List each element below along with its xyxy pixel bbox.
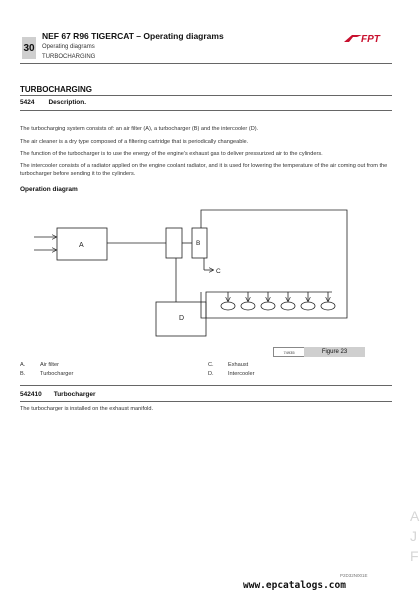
legend-item-b: B. Turbocharger [20,371,74,377]
header-subtitle: Operating diagrams [42,44,95,50]
cylinder-1 [221,302,235,310]
header-title: NEF 67 R96 TIGERCAT – Operating diagrams [42,31,224,41]
cylinder-6 [321,302,335,310]
paragraph-2: The air cleaner is a dry type composed of a filtering cartridge that is periodically changeable. [20,139,249,145]
ghost-letter: J [410,528,417,544]
cylinder-5 [301,302,315,310]
section-title: TURBOCHARGING [20,85,92,94]
legend-item-d: D. Intercooler [208,371,255,377]
cylinders [221,292,335,310]
section-code-title: Description. [48,99,87,106]
label-d: D [179,315,185,322]
subsection-code: 542410 [20,391,42,398]
figure-number: Figure 23 [304,347,365,357]
paragraph-3: The function of the turbocharger is to use the energy of the engine's exhaust gas to deliver pressurized air to the cylinders. [20,151,323,157]
subsection-title: Turbocharger [53,391,96,398]
footer-doc-code: P2D32N001E [340,573,368,578]
figure-ref-code: 74935 [273,347,305,357]
header-section: TURBOCHARGING [42,54,96,60]
label-b: B [196,240,201,247]
ghost-letter: F [410,548,419,564]
watermark-url[interactable]: www.epcatalogs.com [243,580,346,591]
exhaust-manifold-loop [201,210,347,318]
label-c: C [216,268,221,275]
cylinder-2 [241,302,255,310]
subsection-text: The turbocharger is installed on the exhaust manifold. [20,406,154,412]
intake-manifold [206,292,332,318]
page-number: 30 [22,37,36,59]
subsection-divider [20,401,392,402]
legend-item-c: C. Exhaust [208,362,249,368]
cylinder-3 [261,302,275,310]
legend-divider [20,385,392,386]
cylinder-4 [281,302,295,310]
subsection-heading [20,391,95,398]
paragraph-4: The intercooler consists of a radiator applied on the engine coolant radiator, and it is used for lowering the temperature of the air coming out from the turbocharger before sending it to the cylinders. [20,163,388,177]
section-code: 5424 [20,99,35,106]
paragraph-1: The turbocharging system consists of: an air filter (A), a turbocharger (B) and the intercooler (D). [20,126,259,132]
label-a: A [79,242,84,249]
ghost-letter: A [410,508,420,524]
compressor-box [166,228,182,258]
logo-text: FPT [361,34,380,45]
diagram-title: Operation diagram [20,186,78,193]
legend-item-a: A. Air filter [20,362,59,368]
